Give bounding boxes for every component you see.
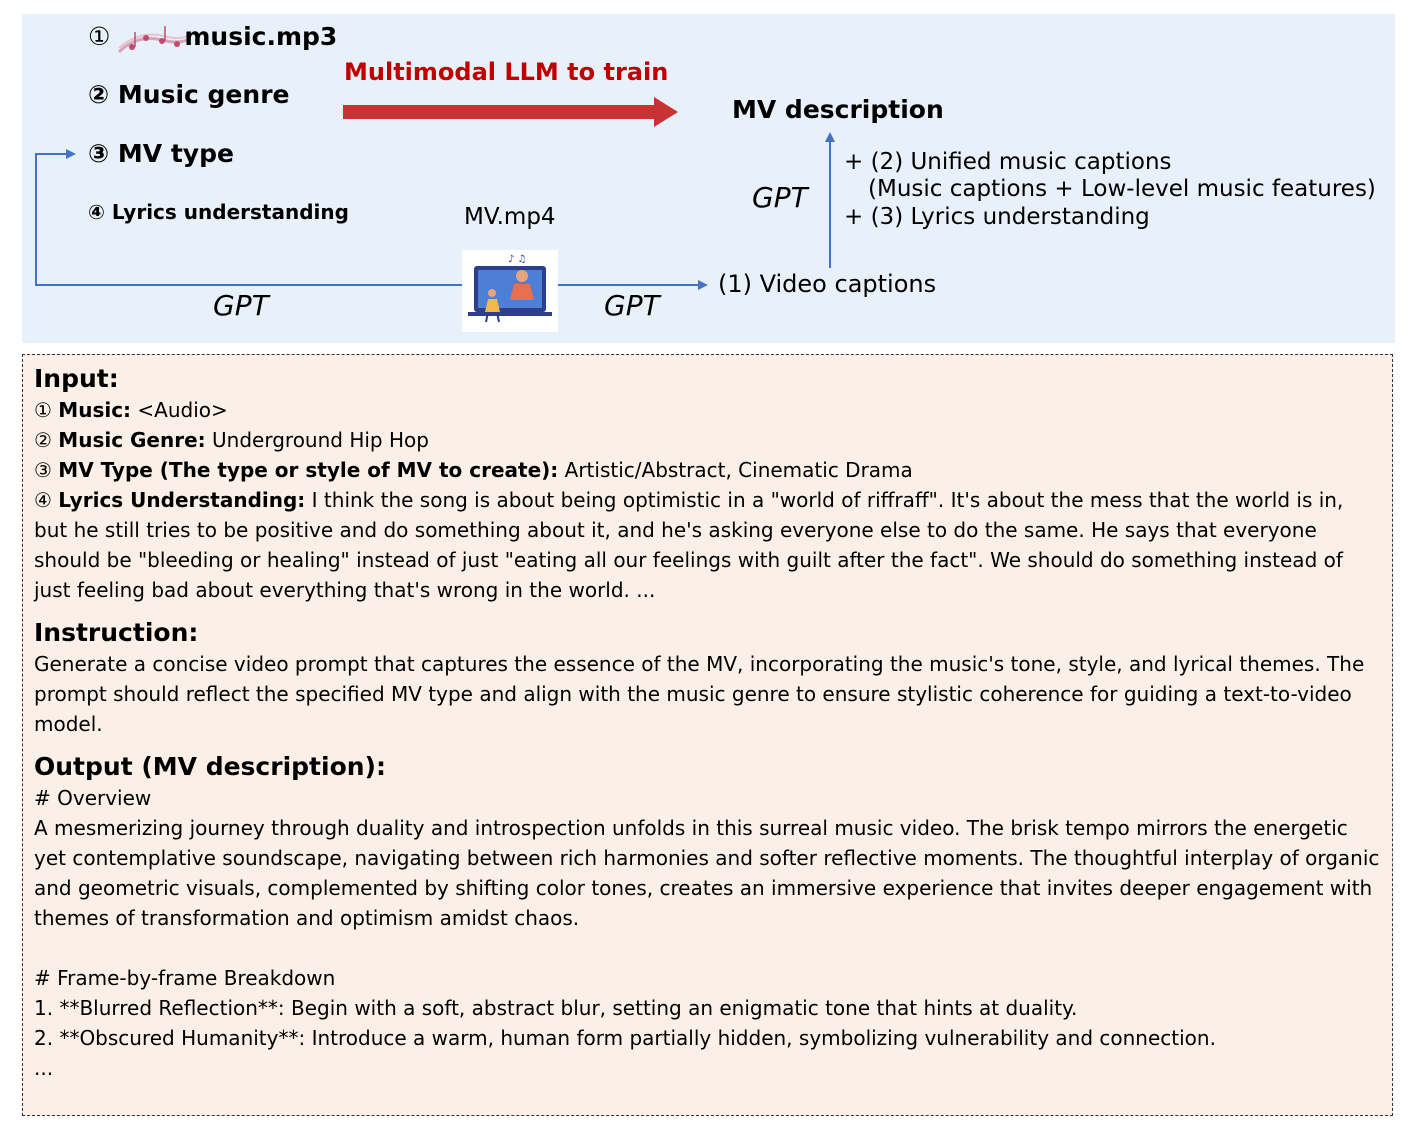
gpt-up-label: GPT — [752, 181, 808, 214]
unified-captions-line3: + (3) Lyrics understanding — [844, 204, 1150, 230]
breakdown-heading: # Frame-by-frame Breakdown — [34, 966, 336, 990]
lyrics-value: I think the song is about being optimistic in a "world of riffraff". It's about the mess that the world is in, but he still tries to be positive and do something about it, and he's asking everyone else to do the same. He says that everyone should be "bleeding or healing" instead of just "eating all our feelings with guilt after the fact". We should do something instead of just feeling bad about everything that's wrong in the world. ... — [34, 488, 1344, 602]
genre-value: Underground Hip Hop — [212, 428, 429, 452]
type-number: ③ — [34, 458, 52, 482]
input-2 — [88, 80, 289, 109]
genre-number: ② — [34, 428, 52, 452]
input-1 — [88, 22, 337, 51]
instruction-heading: Instruction: — [34, 618, 199, 647]
input-1-number: ① — [88, 22, 111, 51]
type-label: MV Type (The type or style of MV to create): — [58, 458, 559, 482]
train-arrow — [343, 97, 678, 127]
svg-text:♪ ♫: ♪ ♫ — [508, 254, 527, 265]
music-file-label: music.mp3 — [184, 22, 338, 51]
mv-file-label: MV.mp4 — [464, 204, 556, 230]
ellipsis: ... — [34, 1056, 54, 1080]
input-4-number: ④ — [88, 200, 105, 224]
lyrics-row — [34, 485, 1381, 605]
lyrics-label: Lyrics Understanding: — [58, 488, 306, 512]
output-heading: Output (MV description): — [34, 752, 386, 781]
input-heading: Input: — [34, 364, 119, 393]
music-genre-label: Music genre — [117, 80, 290, 109]
input-3 — [88, 139, 234, 168]
overview-text: A mesmerizing journey through duality and introspection unfolds in this surreal music video. The brisk tempo mirrors the energetic yet contemplative soundscape, navigating between rich harmonies and softer reflective moments. The thoughtful interplay of organic and geometric visuals, complemented by shifting color tones, creates an immersive experience that invites deeper engagement with themes of transformation and optimism amidst chaos. — [34, 816, 1380, 930]
input-2-number: ② — [88, 80, 110, 109]
instruction-text: Generate a concise video prompt that captures the essence of the MV, incorporating the music's tone, style, and lyrical themes. The prompt should reflect the specified MV type and align with the music genre to ensure stylistic coherence for guiding a text-to-video model. — [34, 652, 1365, 736]
gpt-left-label: GPT — [213, 289, 269, 322]
pipeline-diagram — [22, 14, 1395, 343]
genre-row — [34, 425, 1381, 455]
overview-heading: # Overview — [34, 786, 152, 810]
music-value: <Audio> — [137, 398, 228, 422]
unified-captions-line2: (Music captions + Low-level music features) — [868, 176, 1376, 202]
type-value: Artistic/Abstract, Cinematic Drama — [564, 458, 913, 482]
music-row — [34, 395, 1381, 425]
train-label: Multimodal LLM to train — [344, 58, 669, 86]
lyrics-number: ④ — [34, 488, 52, 512]
unified-captions-line1: + (2) Unified music captions — [844, 149, 1172, 175]
type-row — [34, 455, 1381, 485]
mv-type-label: MV type — [117, 139, 234, 168]
prompt-box — [22, 354, 1393, 1116]
input-3-number: ③ — [88, 139, 110, 168]
video-captions-label: (1) Video captions — [718, 270, 937, 298]
frame-2: 2. **Obscured Humanity**: Introduce a warm, human form partially hidden, symbolizing vulnerability and connection. — [34, 1026, 1216, 1050]
mv-description-label: MV description — [732, 95, 944, 124]
frame-1: 1. **Blurred Reflection**: Begin with a soft, abstract blur, setting an enigmatic tone that hints at duality. — [34, 996, 1078, 1020]
gpt-right-label: GPT — [604, 289, 660, 322]
music-label: Music: — [58, 398, 132, 422]
input-4 — [88, 200, 349, 224]
lyrics-understanding-label: Lyrics understanding — [111, 200, 349, 224]
video-thumbnail-icon — [462, 250, 558, 332]
music-number: ① — [34, 398, 52, 422]
genre-label: Music Genre: — [58, 428, 206, 452]
